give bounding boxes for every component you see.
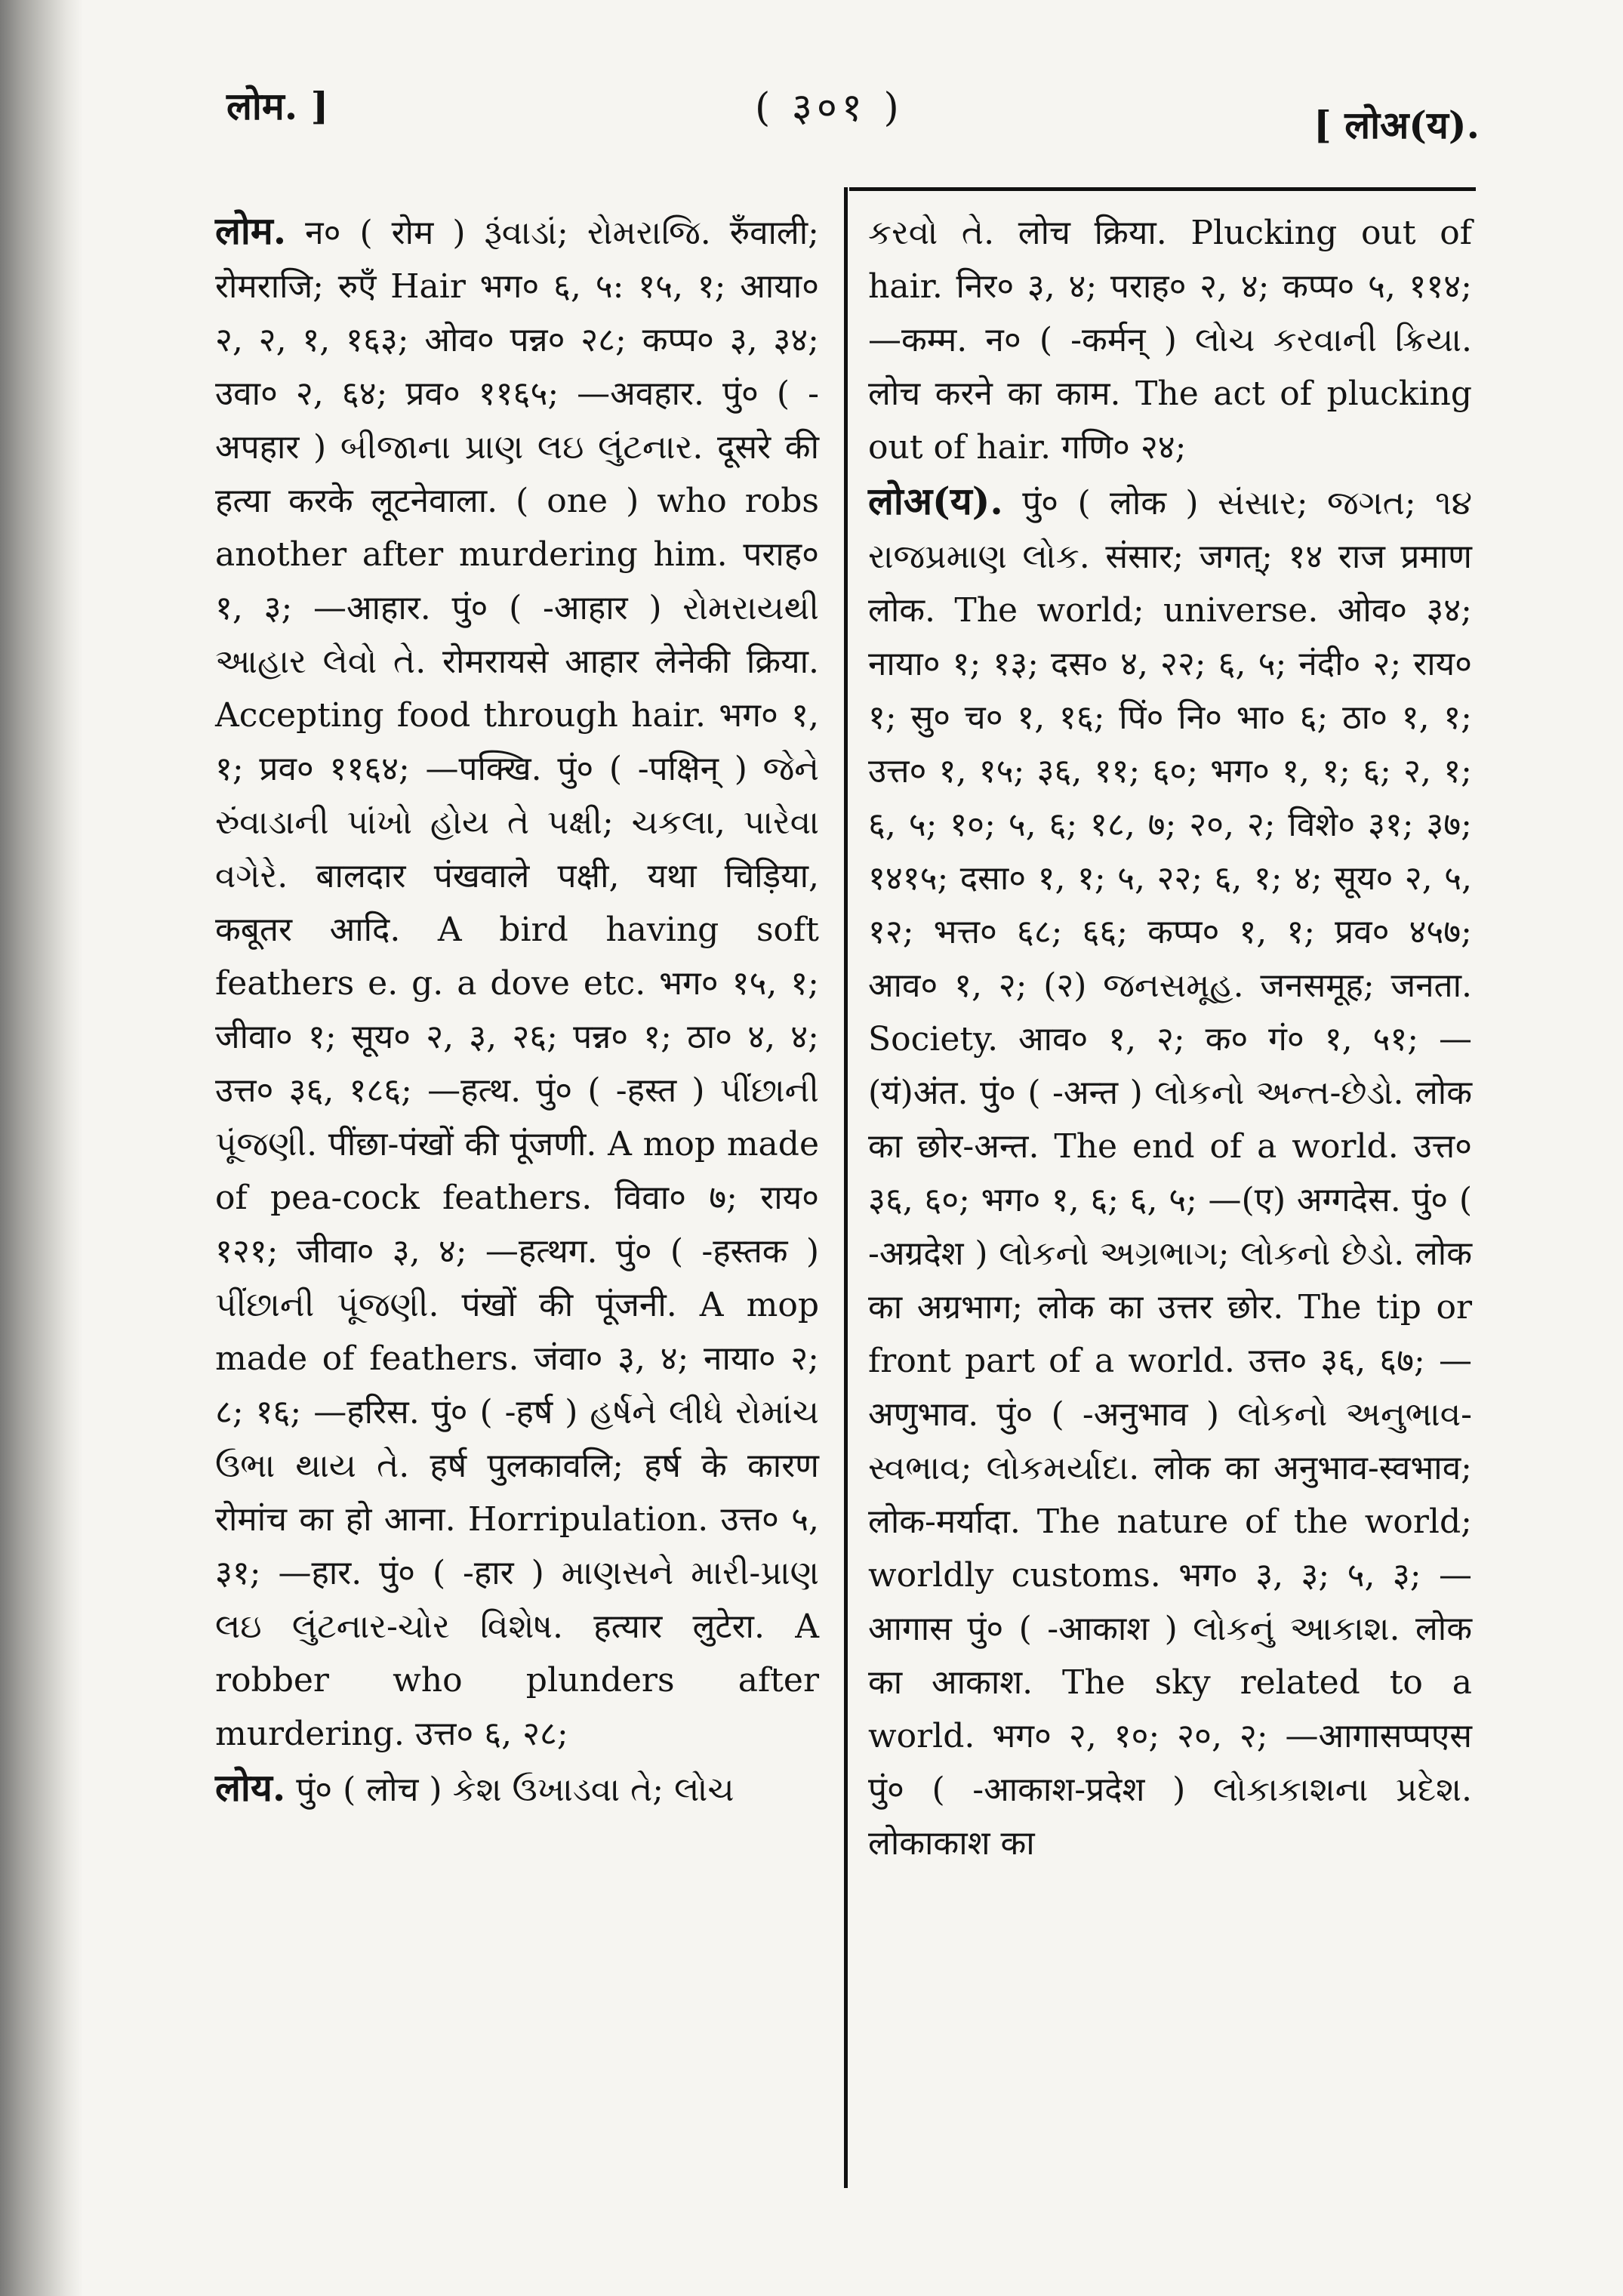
header-right-guide-word: [ लोअ(य). [1313,103,1480,147]
entry-headword: लोअ(य). [868,479,1003,523]
header-left-guide-word: लोम. ] [226,84,329,128]
left-column [215,204,819,1817]
dictionary-entry-loy [215,1761,819,1817]
dictionary-entry-loy-continued [868,204,1472,474]
dictionary-entry-lom [215,204,819,1761]
entry-body: पुं० ( लोच ) કેશ ઉખાડવા તે; લોચ [296,1771,735,1809]
entry-headword: लोम. [215,208,287,253]
dictionary-entry-loa [868,474,1472,1870]
column-divider [844,187,848,2188]
entry-headword: लोय. [215,1765,286,1810]
page-number: ( ३०१ ) [755,85,904,131]
header-rule [849,187,1476,191]
entry-body: न० ( रोम ) રૂંવાડાં; રોમરાજિ. रुँवाली; रोमराजि; रुएँ Hair भग० ६, ५: १५, १; आया० २, २, १, १६३; ओव० पन्न० २८; कप्प० ३, ३४; उवा० २, ६४; प्रव० ११६५; —अवहार. पुं० ( -अपहार ) બીજાના પ્રાણ લઇ લુંટનાર. दूसरे की हत्या करके लूटनेवाला. ( one ) who robs another after murdering him. पराह० १, ३; —आहार. पुं० ( -आहार ) રોમરાયથી આહાર લેવો તે. रोमरायसे आहार लेनेकी क्रिया. Accepting food through hair. भग० १, १; प्रव० ११६४; —पक्खि. पुं० ( -पक्षिन् ) જેને રુંવાડાની પાંખો હોય તે પક્ષી; ચકલા, પારેવા વગેરે. बालदार पंखवाले पक्षी, यथा चिड़िया, कबूतर आदि. A bird having soft feathers e. g. a dove etc. भग० १५, १; जीवा० १; सूय० २, ३, २६; पन्न० १; ठा० ४, ४; उत्त० ३६, १८६; —हत्थ. पुं० ( -हस्त ) પીંછાની પૂંજણી. पींछा-पंखों की पूंजणी. A mop made of pea-cock feathers. विवा० ७; राय० १२१; जीवा० ३, ४; —हत्थग. पुं० ( -हस्तक ) પીંછાની પૂંજણી. पंखों की पूंजनी. A mop made of feathers. जंवा० ३, ४; नाया० २; ८; १६; —हरिस. पुं० ( -हर्ष ) હર્ષને લીધે રોમાંચ ઉભા થાય તે. हर्ष पुलकावलि; हर्ष के कारण रोमांच का हो आना. Horripulation. उत्त० ५, ३१; —हार. पुं० ( -हार ) માણસને મારી-પ્રાણ લઇ લુંટનાર-ચોર વિશેષ. हत्यार लुटेरा. A robber who plunders after murdering. उत्त० ६, २८; [215,214,819,1753]
entry-body: पुं० ( लोक ) સંસાર; જગત; ૧૪ રાજપ્રમાણ લોક. संसार; जगत्; १४ राज प्रमाण लोक. The world; universe. ओव० ३४; नाया० १; १३; दस० ४, २२; ६, ५; नंदी० २; राय० १; सु० च० १, १६; पिं० नि० भा० ६; ठा० १, १; उत्त० १, १५; ३६, ११; ६०; भग० १, १; ६; २, १; ६, ५; १०; ५, ६; १८, ७; २०, २; विशे० ३१; ३७; १४१५; दसा० १, १; ५, २२; ६, १; ४; सूय० २, ५, १२; भत्त० ६८; ६६; कप्प० १, १; प्रव० ४५७; आव० १, २; (२) જનસમૂહ. जनसमूह; जनता. Society. आव० १, २; क० गं० १, ५१; —(यं)अंत. पुं० ( -अन्त ) લોકનો અન્ત-છેડો. लोक का छोर-अन्त. The end of a world. उत्त० ३६, ६०; भग० १, ६; ६, ५; —(ए) अग्गदेस. पुं० ( -अग्रदेश ) લોકનો અગ્રભાગ; લોકનો છેડો. लोक का अग्रभाग; लोक का उत्तर छोर. The tip or front part of a world. उत्त० ३६, ६७; —अणुभाव. पुं० ( -अनुभाव ) લોકનો અનુભાવ-સ્વભાવ; લોકમર્યાદા. लोक का अनुभाव-स्वभाव; लोक-मर्यादा. The nature of the world; worldly customs. भग० ३, ३; ५, ३; —आगास पुं० ( -आकाश ) લોકનું આકાશ. लोक का आकाश. The sky related to a world. भग० २, १०; २०, २; —आगासप्पएस पुं० ( -आकाश-प्रदेश ) લોકાકાશના પ્રદેશ. लोकाकाश का [868,484,1472,1863]
right-column [868,204,1472,1870]
page-header [226,72,1480,162]
entry-body: કરવો તે. लोच क्रिया. Plucking out of hair. निर० ३, ४; पराह० २, ४; कप्प० ५, ११४; —कम्म. न० ( -कर्मन् ) લોચ કરવાની ક્રિયા. लोच करने का काम. The act of plucking out of hair. गणि० २४; [868,214,1472,467]
book-binding-edge [0,0,83,2296]
